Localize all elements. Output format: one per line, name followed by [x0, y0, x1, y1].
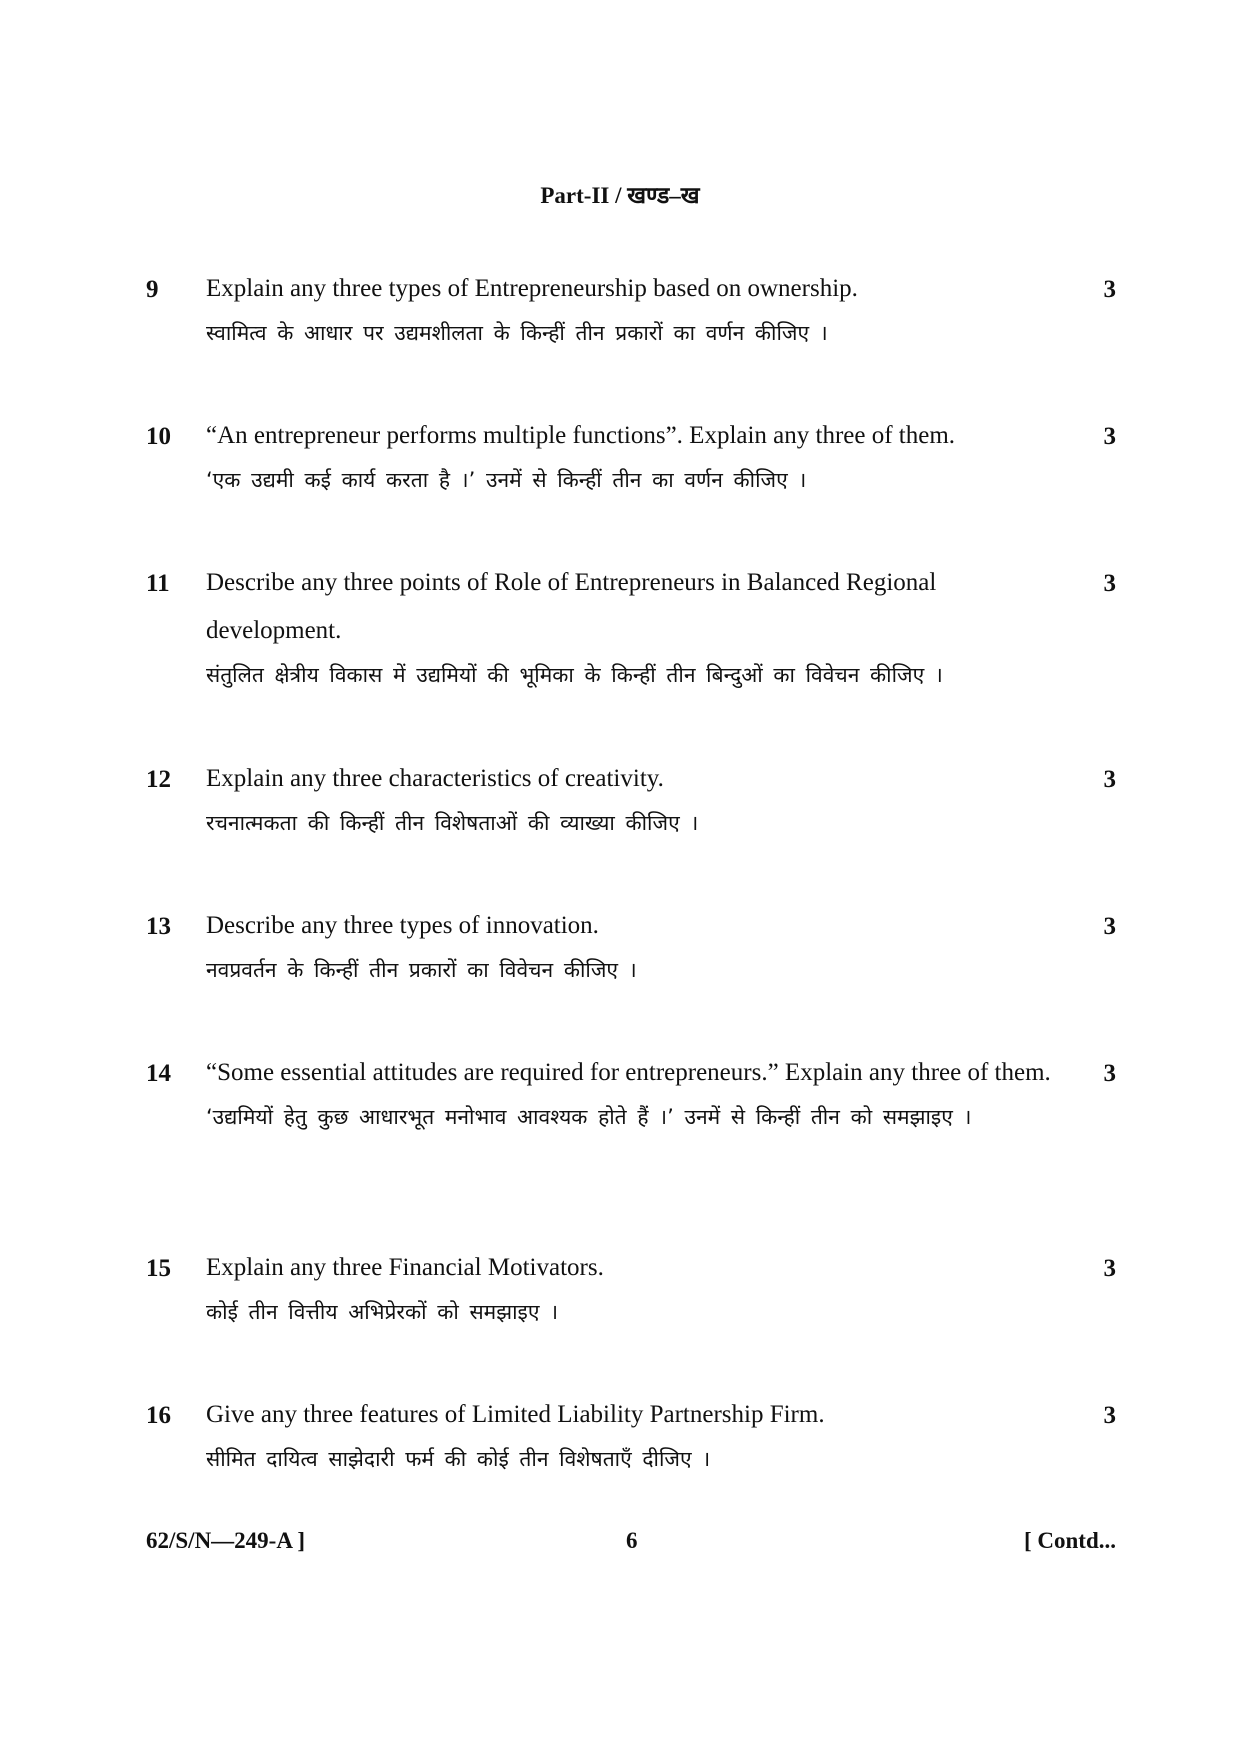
continued-label: [ Contd... [1023, 1528, 1116, 1553]
page-number: 6 [626, 1528, 638, 1553]
question-english: Give any three features of Limited Liability Partnership Firm. [206, 1401, 825, 1428]
question-number: 13 [146, 913, 171, 940]
question-english: “An entrepreneur performs multiple functions”. Explain any three of them. [206, 422, 956, 449]
question-number: 15 [146, 1255, 171, 1282]
question-text-hindi: ‘उद्यमियों हेतु कुछ आधारभूत मनोभाव आवश्यक होते हैं ।’ उनमें से किन्हीं तीन को समझाइए । [206, 1105, 972, 1129]
question-marks: 3 [1103, 423, 1116, 450]
question-marks: 3 [1103, 1255, 1116, 1282]
question-text-english [206, 1049, 1056, 1133]
question-text-english [206, 902, 1056, 986]
question-marks: 3 [1103, 1060, 1116, 1087]
question-text-hindi: सीमित दायित्व साझेदारी फर्म की कोई तीन विशेषताएँ दीजिए । [206, 1447, 711, 1471]
question-marks: 3 [1103, 1402, 1116, 1429]
question-number: 12 [146, 766, 171, 793]
question-english: Explain any three types of Entrepreneurship based on ownership. [206, 275, 858, 302]
question-number: 16 [146, 1402, 171, 1429]
question-text-hindi: रचनात्मकता की किन्हीं तीन विशेषताओं की व्याख्या कीजिए । [206, 811, 699, 835]
question-number: 11 [146, 570, 170, 597]
question-english: Explain any three Financial Motivators. [206, 1254, 604, 1281]
question-english: Describe any three points of Role of Entrepreneurs in Balanced Regional development. [206, 569, 937, 644]
question-text-hindi: ‘एक उद्यमी कई कार्य करता है ।’ उनमें से किन्हीं तीन का वर्णन कीजिए । [206, 468, 807, 492]
section-heading: Part-II / खण्ड–ख [540, 183, 700, 208]
question-text-hindi: स्वामित्व के आधार पर उद्यमशीलता के किन्हीं तीन प्रकारों का वर्णन कीजिए । [206, 321, 828, 345]
question-text-hindi: नवप्रवर्तन के किन्हीं तीन प्रकारों का विवेचन कीजिए । [206, 958, 637, 982]
question-english: Explain any three characteristics of creativity. [206, 765, 664, 792]
paper-code: 62/S/N—249-A ] [146, 1528, 306, 1553]
question-english: “Some essential attitudes are required for entrepreneurs.” Explain any three of them. [206, 1059, 1051, 1086]
question-text-english [206, 755, 1056, 839]
question-marks: 3 [1103, 276, 1116, 303]
question-text-english [206, 1244, 1056, 1328]
question-text-english [206, 559, 1056, 691]
question-number: 14 [146, 1060, 171, 1087]
question-english: Describe any three types of innovation. [206, 912, 599, 939]
question-marks: 3 [1103, 570, 1116, 597]
question-number: 9 [146, 276, 159, 303]
question-number: 10 [146, 423, 171, 450]
question-text-hindi: संतुलित क्षेत्रीय विकास में उद्यमियों की भूमिका के किन्हीं तीन बिन्दुओं का विवेचन कीजिए । [206, 663, 943, 687]
question-text-english [206, 412, 1056, 496]
question-text-english [206, 265, 1056, 349]
question-text-english [206, 1391, 1056, 1475]
question-marks: 3 [1103, 766, 1116, 793]
question-marks: 3 [1103, 913, 1116, 940]
question-text-hindi: कोई तीन वित्तीय अभिप्रेरकों को समझाइए । [206, 1300, 559, 1324]
